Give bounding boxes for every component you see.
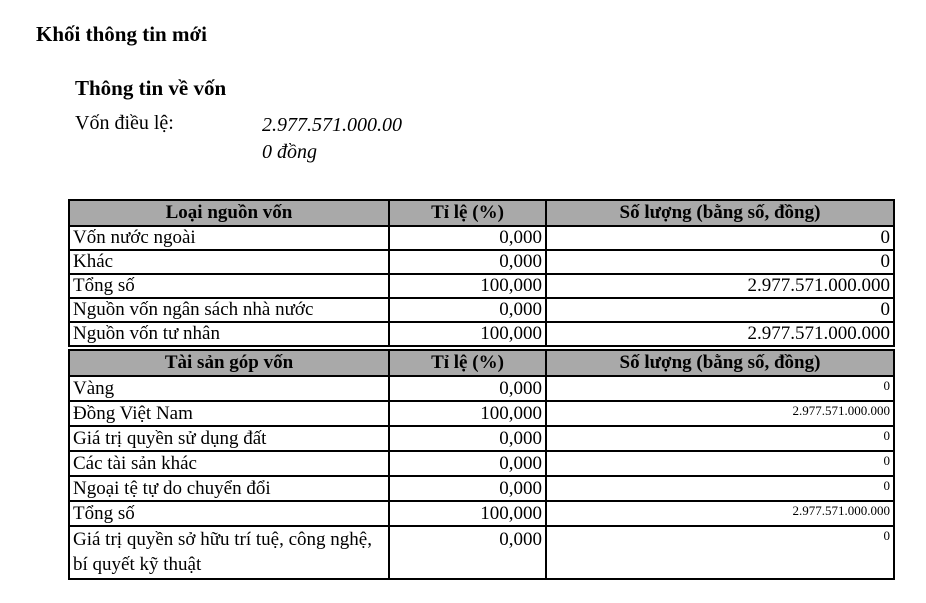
row-label-cell: Nguồn vốn tư nhân [69,322,389,346]
table-row [69,426,894,451]
ratio-cell: 100,000 [389,501,546,526]
table-row [69,451,894,476]
amount-cell: 2.977.571.000.000 [546,322,894,346]
table-row [69,376,894,401]
table-row [69,401,894,426]
charter-capital-value-line1: 2.977.571.000.00 [262,114,402,136]
amount-cell: 0 [546,226,894,250]
charter-capital-label: Vốn điều lệ: [75,112,174,134]
ratio-cell: 100,000 [389,322,546,346]
row-label-cell: Tổng số [69,274,389,298]
amount-cell: 0 [546,376,894,401]
ratio-cell: 0,000 [389,376,546,401]
capital-source-table [68,199,895,347]
amount-cell: 0 [546,426,894,451]
amount-cell: 0 [546,250,894,274]
row-label-cell: Vàng [69,376,389,401]
amount-cell: 0 [546,526,894,579]
page-title: Khối thông tin mới [36,22,207,46]
table-row [69,501,894,526]
ratio-cell: 0,000 [389,476,546,501]
ratio-cell: 0,000 [389,250,546,274]
column-header: Số lượng (bằng số, đồng) [546,200,894,226]
section-title-capital-info: Thông tin về vốn [75,76,227,100]
tables-container [68,199,895,580]
charter-capital-value-line2: 0 đồng [262,141,317,163]
amount-cell: 2.977.571.000.000 [546,274,894,298]
row-label-cell: Nguồn vốn ngân sách nhà nước [69,298,389,322]
column-header: Tỉ lệ (%) [389,200,546,226]
table-header-row [69,350,894,376]
column-header: Loại nguồn vốn [69,200,389,226]
table-row [69,298,894,322]
amount-cell: 0 [546,476,894,501]
amount-cell: 2.977.571.000.000 [546,501,894,526]
ratio-cell: 100,000 [389,401,546,426]
column-header: Số lượng (bằng số, đồng) [546,350,894,376]
row-label-cell: Khác [69,250,389,274]
ratio-cell: 0,000 [389,298,546,322]
amount-cell: 2.977.571.000.000 [546,401,894,426]
row-label-cell: Tổng số [69,501,389,526]
row-label-cell: Các tài sản khác [69,451,389,476]
ratio-cell: 100,000 [389,274,546,298]
charter-capital-value [262,112,402,166]
table-row [69,526,894,579]
amount-cell: 0 [546,298,894,322]
table-header-row [69,200,894,226]
contributed-assets-table [68,349,895,580]
row-label-cell: Vốn nước ngoài [69,226,389,250]
row-label-cell: Giá trị quyền sử dụng đất [69,426,389,451]
table-row [69,274,894,298]
ratio-cell: 0,000 [389,451,546,476]
table-row [69,322,894,346]
table-row [69,226,894,250]
ratio-cell: 0,000 [389,526,546,579]
column-header: Tỉ lệ (%) [389,350,546,376]
amount-cell: 0 [546,451,894,476]
row-label-cell: Giá trị quyền sở hữu trí tuệ, công nghệ, bí quyết kỹ thuật [69,526,389,579]
ratio-cell: 0,000 [389,226,546,250]
ratio-cell: 0,000 [389,426,546,451]
table-row [69,250,894,274]
row-label-cell: Ngoại tệ tự do chuyển đổi [69,476,389,501]
row-label-cell: Đồng Việt Nam [69,401,389,426]
table-row [69,476,894,501]
column-header: Tài sản góp vốn [69,350,389,376]
